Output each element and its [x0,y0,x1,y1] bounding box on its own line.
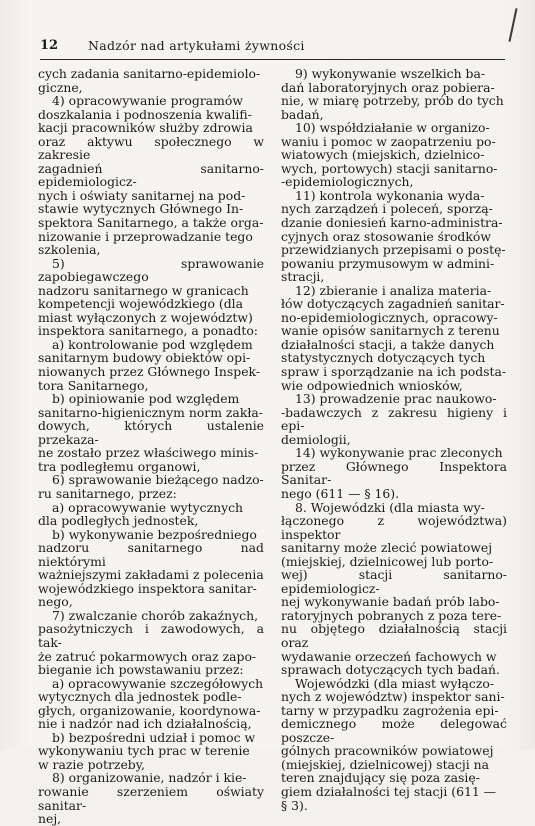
page-header [40,38,505,56]
paragraph: 13) prowadzenie prac naukowo- -badawczych z zakresu higieny i epi- demiologii, [281,391,507,447]
paragraph: Wojewódzki (dla miast wyłączo- nych z województw) inspektor sani- tarny w przypadku zagrożenia epi- demicznego może delegować poszcze- gólnych pracowników powiatowej (miejskiej, dzielnicowej) stacji na teren znajdujący się poza zasię- giem działalności tej stacji (611 — § 3). [281,675,507,813]
paragraph: 14) wykonywanie prac zleconych przez Głównego Inspektora Sanitar- nego (611 — § 16). [281,445,507,501]
paragraph: b) opiniowanie pod względem sanitarno-higienicznym norm zakła- dowych, których ustalenie przekaza- ne zostało przez właściwego minis- tra podległemu organowi, [38,391,264,474]
paragraph: b) bezpośredni udział i pomoc w wykonywaniu tych prac w terenie w razie potrzeby, [38,729,256,772]
running-head: Nadzór nad artykułami żywności [88,38,305,53]
paragraph: 12) zbieranie i analiza materia- łów dotyczących zagadnień sanitar- no-epidemiologicznych, opracowy- wanie opisów sanitarnych z terenu działalności stacji, a także danych statystycznych dotyczących tych spraw i sporządzanie na ich podsta- wie odpowiednich wniosków, [281,282,507,393]
paragraph: a) opracowywanie szczegółowych wytycznych dla jednostek podle- głych, organizowanie, koordynowa- nie i nadzór nad ich działalnością, [38,675,264,732]
paragraph: 8) organizowanie, nadzór i kie- rowanie szerzeniem oświaty sanitar- nej, [38,770,264,826]
paragraph: a) opracowywanie wytycznych dla podległych jednostek, [38,499,244,529]
paragraph: 9) wykonywanie wszelkich ba- dań laboratoryjnych oraz pobiera- nie, w miarę potrzeby, prób do tych badań, [281,66,504,122]
paragraph: 10) współdziałanie w organizo- waniu i pomoc w zaopatrzeniu po- wiatowych (miejskich, dzielnico- wych, portowych) stacji sanitarno- -epidemiologicznych, [281,120,498,190]
header-rule [40,59,505,60]
paragraph: 11) kontrola wykonania wyda- nych zarządzeń i poleceń, sporzą- dzanie doniesień karno-administra- cyjnych oraz stosowanie środków przewidzianych przepisami o postę- powaniu przymusowym w admini- stracji, [281,187,506,285]
page-number: 12 [40,38,59,53]
pen-mark [508,8,517,42]
paragraph: 5) sprawowanie zapobiegawczego nadzoru sanitarnego w granicach kompetencji wojewódzkiego (dla miast wyłączonych z województw) inspektora sanitarnego, a ponadto: [38,255,264,339]
paragraph: b) wykonywanie bezpośredniego nadzoru sanitarnego nad niektórymi ważniejszymi zakładami z polecenia wojewódzkiego inspektora sanitar- nego, [38,526,264,610]
paragraph: 6) sprawowanie bieżącego nadzo- ru sanitarnego, przez: [38,472,264,501]
paragraph: cych zadania sanitarno-epidemiolo- giczne, [38,66,261,95]
paragraph: 8. Wojewódzki (dla miasta wy- łączonego z województwa) inspektor sanitarny może zlecić powiatowej (miejskiej, dzielnicowej lub porto- wej) stacji sanitarno-epidemiologicz- nej wykonywanie badań prób labo- ratoryjnych pobranych z poza tere- nu objętego działalnością stacji oraz wydawanie orzeczeń fachowych w sprawach dotyczących tych badań. [281,499,507,678]
paragraph: a) kontrolowanie pod względem sanitarnym budowy obiektów opi- niowanych przez Głównego Inspek- tora Sanitarnego, [38,336,261,393]
paragraph: 7) zwalczanie chorób zakaźnych, pasożytniczych i zawodowych, a tak- że zatruć pokarmowych oraz zapo- bieganie ich powstawaniu przez: [38,607,264,678]
paragraph: 4) opracowywanie programów doszkalania i podnoszenia kwalifi- kacji pracowników służby zdrowia oraz aktywu społecznego w zakresie zagadnień sanitarno-epidemiologicz- nych i oświaty sanitarnej na pod- stawie wytycznych Głównego In- spektora Sanitarnego, a także orga- nizowanie i przeprowadzanie tego szkolenia, [38,93,264,258]
right-column [281,66,507,813]
left-column [38,66,264,826]
